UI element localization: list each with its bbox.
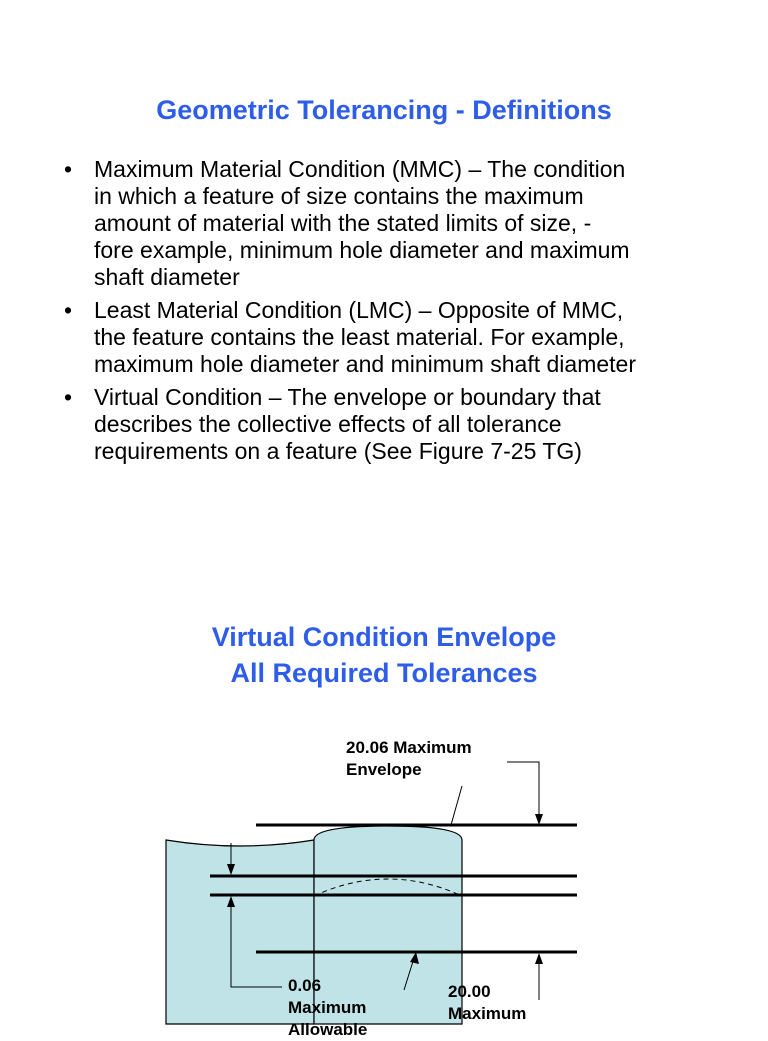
bullet-marker: •	[64, 297, 73, 323]
bullet-line: shaft diameter	[94, 264, 240, 290]
bullet-line: requirements on a feature (See Figure 7-25 TG)	[94, 438, 582, 464]
bullet-line: maximum hole diameter and minimum shaft diameter	[94, 351, 636, 377]
bullet-line: describes the collective effects of all tolerance	[94, 411, 562, 437]
label-max-size-line1: 20.00	[448, 982, 491, 1001]
slide-title: Geometric Tolerancing - Definitions	[156, 95, 612, 125]
diagram-title-line1: Virtual Condition Envelope	[211, 622, 557, 652]
label-max-allowable	[288, 975, 367, 1041]
label-max-size	[448, 981, 526, 1025]
label-max-envelope	[346, 737, 472, 781]
diagram-title	[0, 619, 768, 691]
bullet-line: in which a feature of size contains the maximum	[94, 183, 584, 209]
bullet-item-virtual-condition	[62, 384, 742, 465]
virtual-condition-diagram	[0, 700, 768, 1039]
label-max-envelope-line2: Envelope	[346, 760, 422, 779]
bullet-marker: •	[64, 156, 73, 182]
arrowhead-size-bottom	[535, 953, 543, 964]
label-max-allowable-line1: 0.06	[288, 976, 322, 995]
bullet-line: fore example, minimum hole diameter and maximum	[94, 237, 630, 263]
bullet-marker: •	[64, 384, 73, 410]
diagram-title-line2: All Required Tolerances	[230, 658, 538, 688]
bullet-line: Least Material Condition (LMC) – Opposite of MMC,	[94, 297, 624, 323]
bullet-line: Virtual Condition – The envelope or boundary that	[94, 384, 601, 410]
bullet-item-lmc	[62, 297, 742, 378]
bullet-item-mmc	[62, 156, 742, 291]
bullet-line: the feature contains the least material. For example,	[94, 324, 625, 350]
leader-envelope-bracket	[507, 762, 539, 822]
definitions-list	[62, 156, 742, 471]
label-max-size-line2: Maximum	[448, 1004, 527, 1023]
label-max-envelope-line1: 20.06 Maximum	[346, 738, 472, 757]
label-max-allowable-line2: Maximum	[288, 998, 367, 1017]
arrowhead-envelope	[535, 814, 543, 825]
bullet-line: amount of material with the stated limits of size, -	[94, 210, 592, 236]
bullet-line: Maximum Material Condition (MMC) – The condition	[94, 156, 626, 182]
leader-envelope-slant	[451, 786, 462, 825]
label-max-allowable-line3: Allowable	[288, 1020, 368, 1039]
